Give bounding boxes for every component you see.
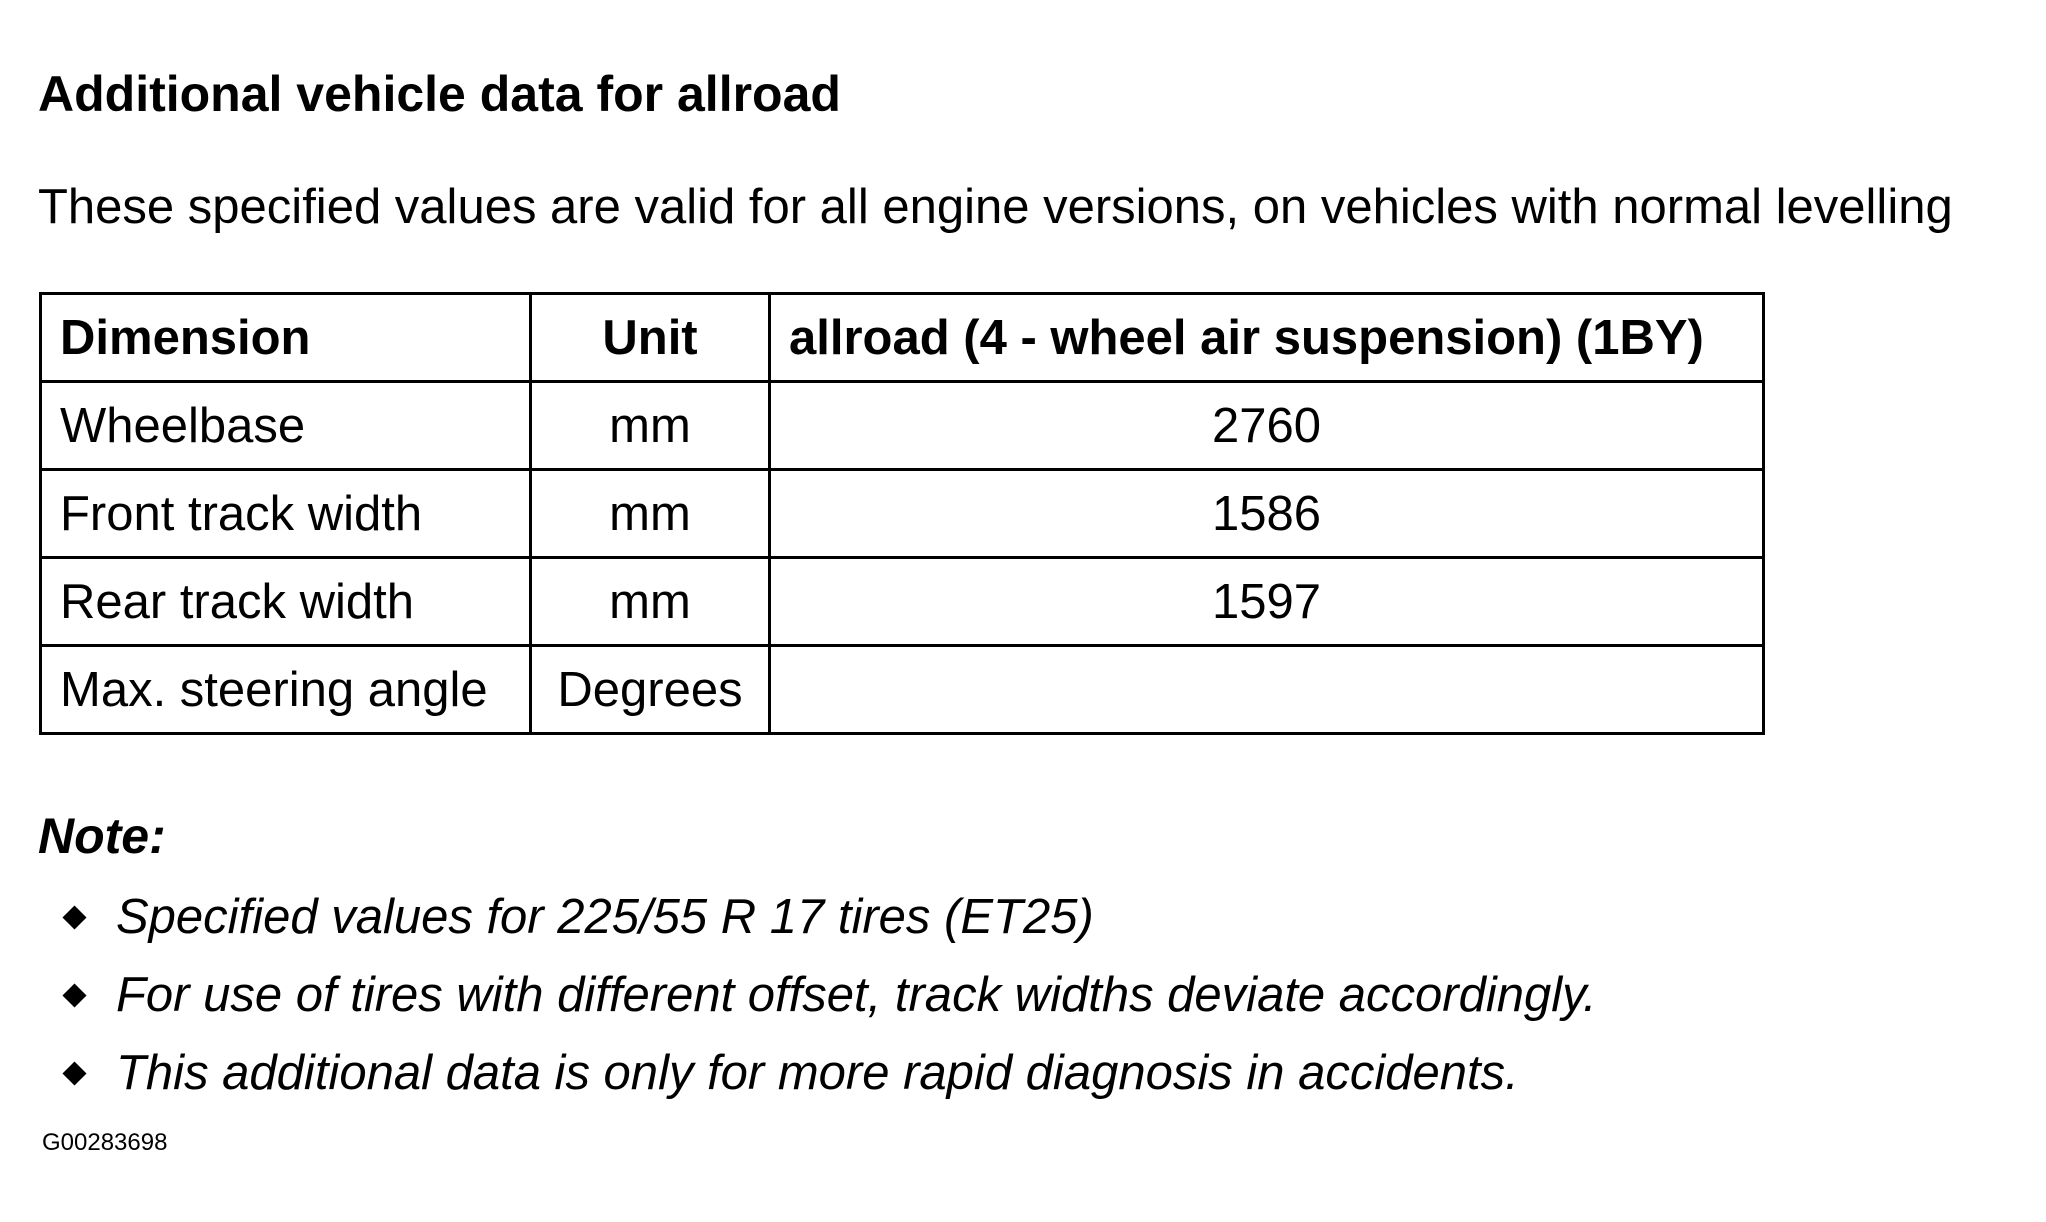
note-label: Note: bbox=[38, 808, 166, 864]
cell-value: 1586 bbox=[770, 470, 1764, 558]
list-item bbox=[58, 956, 1597, 1034]
cell-dimension: Front track width bbox=[41, 470, 531, 558]
cell-unit: Degrees bbox=[531, 646, 770, 734]
table-row bbox=[41, 558, 1764, 646]
cell-value: 2760 bbox=[770, 382, 1764, 470]
cell-dimension: Rear track width bbox=[41, 558, 531, 646]
diamond-bullet-icon bbox=[62, 1061, 86, 1085]
cell-unit: mm bbox=[531, 558, 770, 646]
header-dimension: Dimension bbox=[41, 294, 531, 382]
note-list bbox=[58, 878, 1597, 1112]
list-item bbox=[58, 878, 1597, 956]
cell-value bbox=[770, 646, 1764, 734]
table-row bbox=[41, 646, 1764, 734]
cell-value: 1597 bbox=[770, 558, 1764, 646]
intro-text: These specified values are valid for all engine versions, on vehicles with normal levelling bbox=[38, 180, 1953, 234]
header-allroad: allroad (4 - wheel air suspension) (1BY) bbox=[770, 294, 1764, 382]
diamond-bullet-icon bbox=[62, 983, 86, 1007]
figure-reference-code: G00283698 bbox=[42, 1129, 168, 1156]
vehicle-data-table bbox=[39, 292, 1765, 735]
table-row bbox=[41, 470, 1764, 558]
table-row bbox=[41, 382, 1764, 470]
cell-unit: mm bbox=[531, 470, 770, 558]
page-title: Additional vehicle data for allroad bbox=[38, 66, 841, 122]
header-unit: Unit bbox=[531, 294, 770, 382]
cell-dimension: Max. steering angle bbox=[41, 646, 531, 734]
note-text: This additional data is only for more rapid diagnosis in accidents. bbox=[116, 1046, 1519, 1100]
note-text: For use of tires with different offset, track widths deviate accordingly. bbox=[116, 968, 1597, 1022]
cell-unit: mm bbox=[531, 382, 770, 470]
cell-dimension: Wheelbase bbox=[41, 382, 531, 470]
note-text: Specified values for 225/55 R 17 tires (ET25) bbox=[116, 890, 1094, 944]
table-header-row bbox=[41, 294, 1764, 382]
diamond-bullet-icon bbox=[62, 905, 86, 929]
list-item bbox=[58, 1034, 1597, 1112]
